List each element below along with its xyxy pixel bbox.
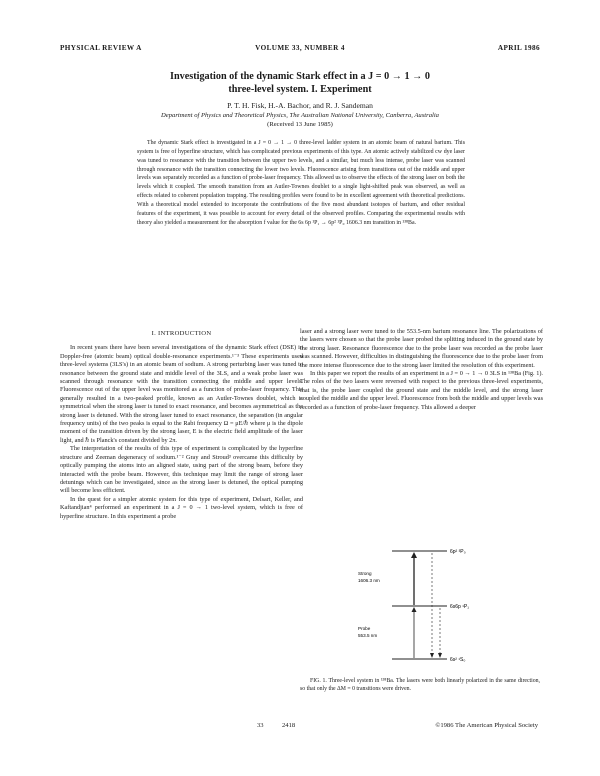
- strong-laser-label: Strong: [358, 571, 372, 576]
- fluorescence-arrow-head: [430, 653, 434, 658]
- paper-title: [110, 70, 490, 96]
- paragraph: laser and a strong laser were tuned to the 553.5-nm barium resonance line. The polarizations of the lasers were chosen so that the probe laser probed the splitting induced in the ground state by the strong laser. Resonance fluorescence due to the probe laser was recorded as the probe laser was scanned. However, difficulties in distinguishing the fluorescence due to the probe laser from the more intense fluorescence due to the strong laser limited the resolution of this experiment.: [300, 328, 543, 369]
- figure-caption: FIG. 1. Three-level system in ¹³⁸Ba. The lasers were both linearly polarized in the same direction, so that only the ΔM = 0 transitions were driven.: [300, 678, 540, 693]
- issue-date: APRIL 1986: [497, 44, 540, 52]
- middle-fluorescence-arrow-head: [438, 653, 442, 658]
- received-date: (Received 13 June 1985): [267, 121, 333, 128]
- title-line-2: three-level system. I. Experiment: [228, 84, 372, 95]
- probe-arrow-head: [412, 607, 417, 612]
- paragraph: In this paper we report the results of an experiment in a J = 0 → 1 → 0 3LS in ¹³⁸Ba (Fig. 1). The roles of the two lasers were reversed with respect to the previous three-level experiments, that is, the probe laser coupled the ground state and the middle level, and the strong laser coupled the middle and the upper level. Fluorescence from both the middle and upper levels was recorded as a function of probe-laser frequency. This allowed a deeper: [300, 370, 543, 411]
- title-line-1: Investigation of the dynamic Stark effect in a J = 0 → 1 → 0: [170, 71, 430, 82]
- page-number: 2418: [282, 722, 296, 729]
- left-column: [60, 328, 303, 521]
- affiliation: Department of Physics and Theoretical Physics, The Australian National University, Canberra, Australia: [161, 112, 439, 119]
- paragraph: In the quest for a simpler atomic system for this type of experiment, Delsart, Keller, and Kaftandjian⁴ performed an experiment in a J = 0 → 1 two-level system, which is free of hyperfine structure. In this experiment a probe: [60, 495, 303, 520]
- ground-level-label: 6s² ¹S₀: [450, 657, 466, 663]
- paragraph: The interpretation of the results of this type of experiment is complicated by the hyperfine structure and Zeeman degeneracy of sodium.¹⁻² Gray and Stroud³ overcame this difficulty by optically pumping the atoms into an aligned state, using part of the strong beam, before they interacted with the probe beam. However, this technique may limit the range of strong laser detunings which can be investigated, since as the strong laser is detuned, the optical pumping will become less efficient.: [60, 445, 303, 495]
- volume-number: VOLUME 33, NUMBER 4: [255, 44, 345, 52]
- upper-level-label: 6p² ³P₀: [450, 549, 466, 555]
- paragraph: In recent years there have been several investigations of the dynamic Stark effect (DSE) in Doppler-free (atomic beam) optical double-resonance experiments.¹⁻³ These experiments used three-level systems (3LS's) in an atomic beam of sodium. A strong perturbing laser was tuned to resonance between the ground state and middle level of the 3LS, and a weak probe laser was scanned through resonance with the transition connecting the middle and upper levels. Fluorescence out of the upper level was monitored as a function of probe-laser frequency. This generally resulted in a two-peaked profile, known as an Autler-Townes doublet, which is symmetrical when the strong laser is tuned to exact resonance, and becomes asymmetrical as the strong laser is detuned. With the strong laser tuned to exact resonance, the separation (in angular frequency units) of the two peaks is equal to the Rabi frequency Ω = μE/ℏ where μ is the dipole moment of the transition driven by the strong laser, E is the electric field amplitude of the laser light, and ℏ is Planck's constant divided by 2π.: [60, 344, 303, 444]
- strong-wavelength-label: 1606.3 nm: [358, 578, 380, 583]
- copyright: ©1986 The American Physical Society: [435, 722, 538, 729]
- author-list: P. T. H. Fisk, H.-A. Bachor, and R. J. Sandeman: [227, 101, 373, 110]
- energy-level-diagram: [352, 541, 502, 671]
- probe-laser-label: Probe: [358, 626, 371, 631]
- abstract: The dynamic Stark effect is investigated in a J = 0 → 1 → 0 three-level ladder system in an atomic beam of natural barium. This system is free of hyperfine structure, which has complicated previous experiments of this type. An atomic actively stabilized cw dye laser was tuned to resonance with the transition between the upper two levels, and a similar, but much less intense, probe laser was scanned through resonance with the transition connecting the lower two levels. Fluorescence arising from transitions out of the middle and upper levels was separately recorded as a function of probe-laser frequency. This allowed us to observe the effects of the strong laser on both the levels which it coupled. The smooth transition from an Autler-Townes doublet to a single light-shifted peak was observed, as well as effects related to coherent population trapping. The resulting profiles were found to be in excellent agreement with theoretical predictions. With a theoretical model extended to incorporate the contributions of the five most abundant isotopes of barium, and other residual features of the experiment, it was possible to account for every detail of the observed profiles. Comparing the experimental results with theory also yielded a measurement for the absorption f value for the 6s 6p ¹P₁ → 6p² ¹P₀ 1606.3 nm transition in ¹³⁸Ba.: [137, 140, 465, 226]
- journal-name: PHYSICAL REVIEW A: [60, 44, 142, 52]
- middle-level-label: 6s6p ¹P₁: [450, 604, 469, 610]
- strong-arrow-head: [411, 552, 417, 558]
- section-heading: I. INTRODUCTION: [151, 330, 212, 337]
- probe-wavelength-label: 553.5 nm: [358, 633, 378, 638]
- footer-volume: 33: [257, 722, 264, 729]
- right-column: [300, 328, 543, 412]
